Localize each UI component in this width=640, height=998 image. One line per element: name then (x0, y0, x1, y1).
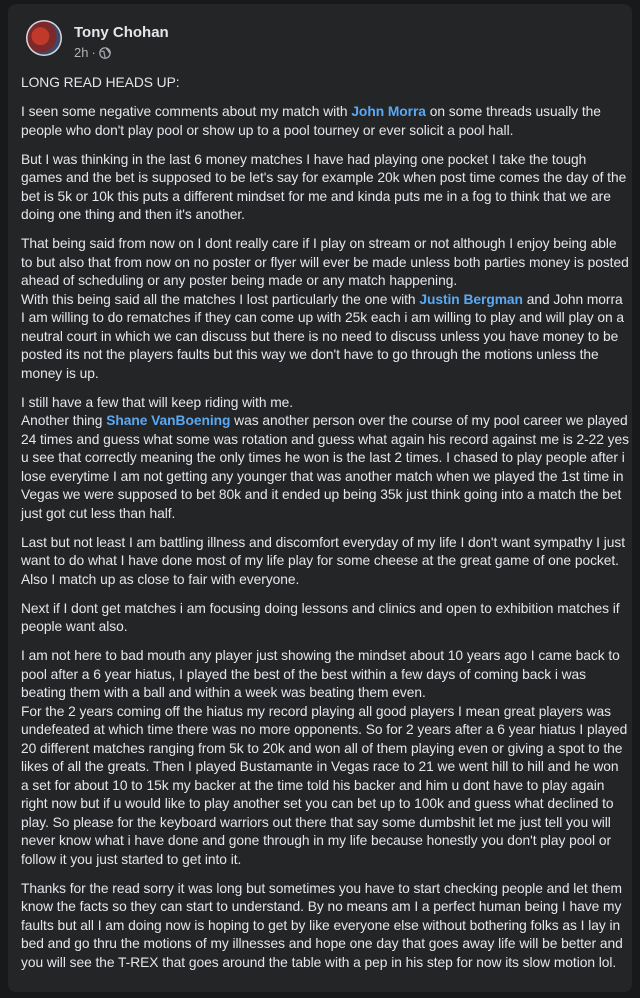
post-body (21, 74, 629, 983)
post-text-segment: Thanks for the read sorry it was long but sometimes you have to start checking people and let them know the facts so they can start to understand. By no means am I a perfect human being I have my faults but all I am doing now is hoping to get by like everyone else without bothering folks as I lay in bed and go thru the motions of my illnesses and hope one day that goes away life will be better and you will see the T-REX that goes around the table with a pep in his step for now its slow motion lol. (21, 880, 623, 970)
post-timestamp[interactable]: 2h (74, 45, 89, 60)
mention-link[interactable]: Justin Bergman (419, 291, 523, 307)
post-card (8, 4, 632, 992)
separator-dot: · (91, 45, 96, 60)
post-text-segment: I still have a few that will keep riding with me. (21, 394, 294, 410)
avatar[interactable] (26, 20, 62, 56)
post-paragraph (21, 600, 629, 637)
post-text-segment: Next if I dont get matches i am focusing doing lessons and clinics and open to exhibition matches if people want also. (21, 600, 620, 634)
post-text-segment: That being said from now on I dont really care if I play on stream or not although I enjoy being able to but also that from now on no poster or flyer will ever be made unless both parties money is posted ahead of scheduling or any poster being made or any match happening. (21, 236, 629, 288)
post-text-segment: For the 2 years coming off the hiatus my record playing all good players I mean great players was undefeated at which time there was no more opponents. So for 2 years after a 6 year hiatus I played 20 different matches ranging from 5k to 20k and won all of them playing even or giving a spot to the likes of all the greats. Then I played Bustamante in Vegas race to 21 we went hill to hill and he won a set for about 10 to 15k my backer at the time told his backer and him u dont have to play again right now but if u would like to play another set you can bet up to 100k and guess what declined to play. So please for the keyboard warriors out there that say some dumbshit let me just tell you will never know what i have done and gone through in my life because honestly you don't play pool or follow it you just started to get into it. (21, 703, 628, 867)
post-paragraph (21, 151, 629, 225)
post-text-segment: on some threads usually the people who don't play pool or show up to a pool tourney or ever solicit a pool hall. (21, 104, 601, 138)
post-text-segment: With this being said all the matches I lost particularly the one with (21, 291, 420, 307)
post-text-segment: and John morra I am willing to do rematches if they can come up with 25k each i am willing to play and will play on a neutral court in which we can discuss but there is no need to discuss unless you have money to be posted its not the players faults but this way we don't have to go through the motions unless the money is up. (21, 291, 625, 381)
post-meta (74, 45, 111, 60)
post-text-segment: was another person over the course of my pool career we played 24 times and guess what some was rotation and guess what again his record against me is 2-22 yes u see that correctly meaning the only times he won is the last 2 times. I chased to play people after i lose everytime I am not getting any younger that was another match when we played the 1st time in Vegas we were supposed to bet 80k and it ended up being 35k just think going into a match the bet just got cut less than half. (21, 413, 629, 521)
globe-icon[interactable] (99, 47, 111, 59)
mention-link[interactable]: John Morra (351, 104, 426, 119)
post-paragraph (21, 880, 629, 973)
post-text-segment: I am not here to bad mouth any player just showing the mindset about 10 years ago I came back to pool after a 6 year hiatus, I played the best of the best within a few days of coming back i was beating them with a ball and within a week was beating them even. (21, 648, 620, 700)
post-paragraph (21, 74, 629, 93)
author-name[interactable]: Tony Chohan (74, 24, 169, 41)
post-text-segment: Another thing (21, 413, 107, 428)
post-text-segment: LONG READ HEADS UP: (21, 75, 180, 90)
post-paragraph (21, 534, 629, 590)
mention-link[interactable]: Shane VanBoening (106, 413, 231, 428)
post-text-segment: I seen some negative comments about my match with (21, 104, 352, 119)
post-paragraph (21, 394, 629, 524)
post-paragraph (21, 235, 629, 383)
post-paragraph (21, 103, 629, 140)
post-text-segment: Last but not least I am battling illness and discomfort everyday of my life I don't want sympathy I just want to do what I have done most of my life play for some cheese at the great game of one pocket. Also I match up as close to fair with everyone. (21, 534, 626, 587)
post-paragraph (21, 647, 629, 869)
post-text-segment: But I was thinking in the last 6 money matches I have had playing one pocket I take the tough games and the bet is supposed to be let's say for example 20k when post time comes the day of the bet is 5k or 10k this puts a different mindset for me and kinda puts me in a fog to think that we are doing one thing and then it's another. (21, 151, 627, 222)
